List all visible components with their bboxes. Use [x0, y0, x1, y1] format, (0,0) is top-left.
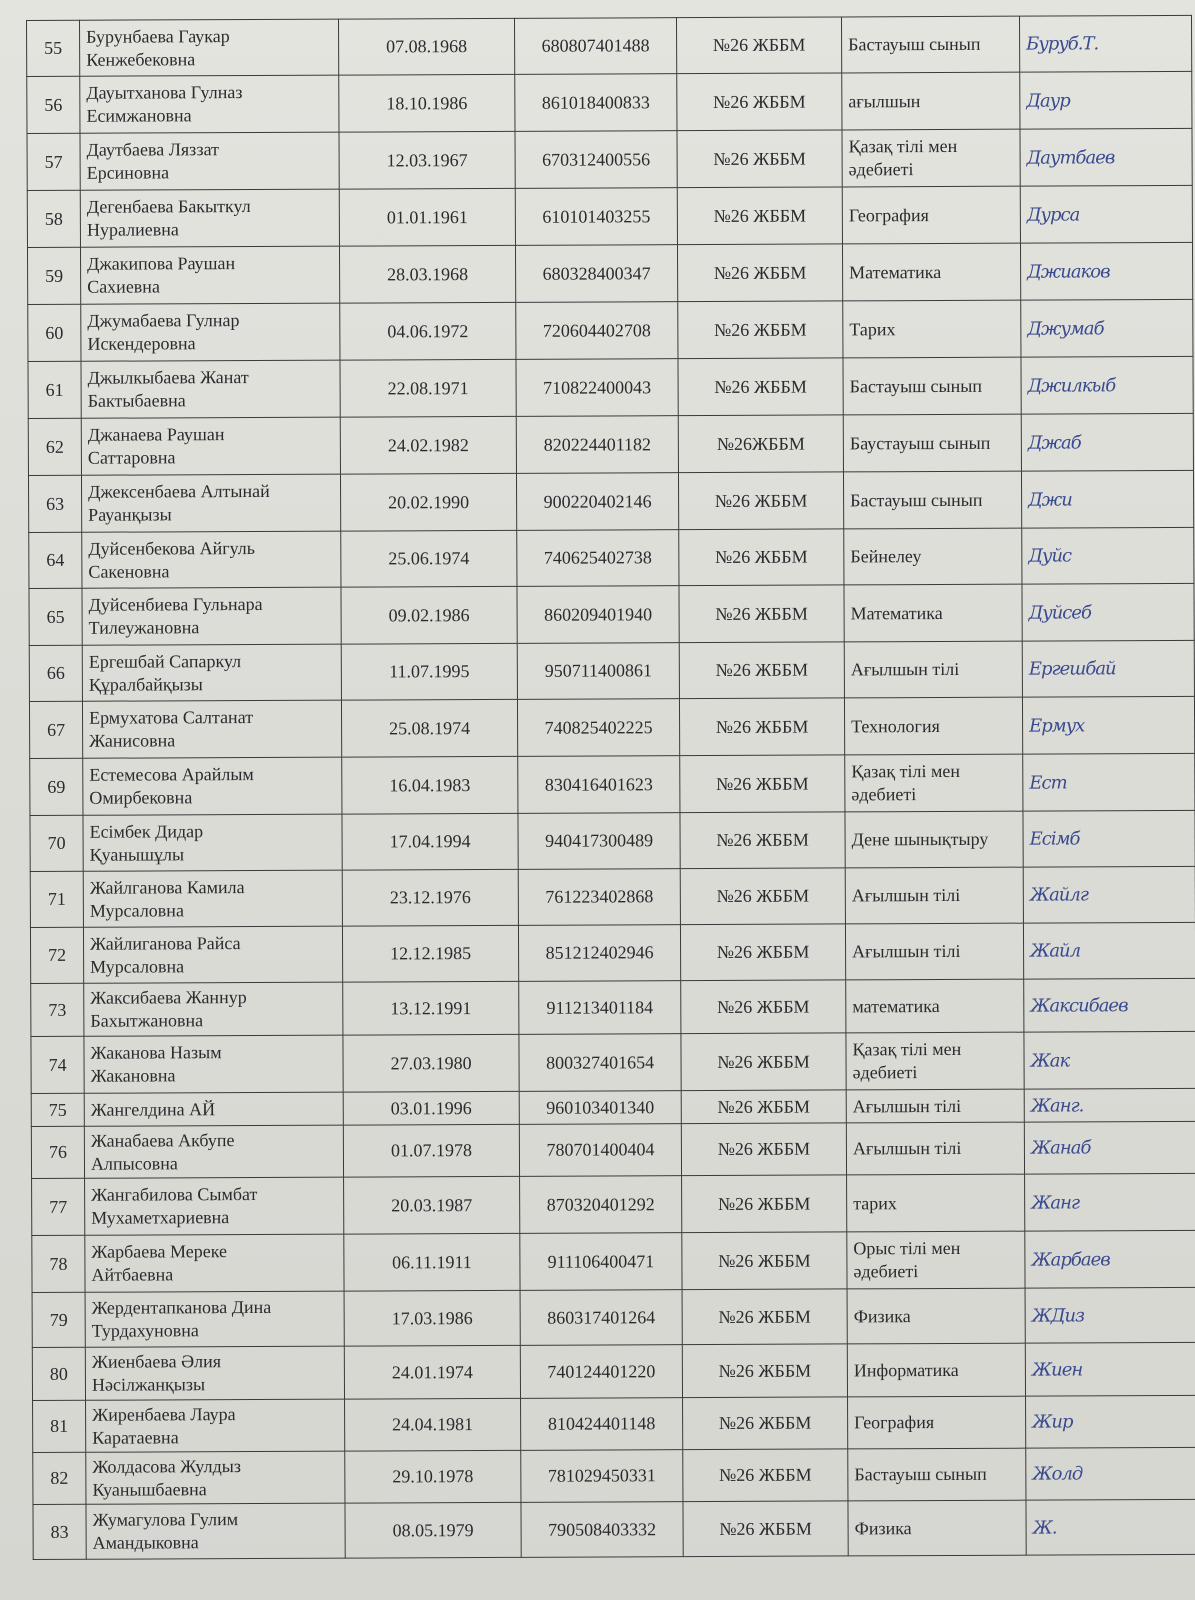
patronymic: Мурсаловна	[90, 955, 185, 977]
table-row	[32, 1287, 1195, 1347]
iin-number: 680807401488	[514, 18, 676, 75]
table-row	[27, 71, 1192, 133]
subject: Қазақ тілі мен әдебиеті	[846, 1032, 1024, 1090]
subject: Баустауыш сынып	[843, 414, 1021, 472]
subject: Математика	[842, 243, 1020, 301]
iin-number: 670312400556	[515, 131, 677, 189]
table-row	[30, 866, 1195, 927]
patronymic: Бахытжановна	[90, 1010, 204, 1031]
table-row	[33, 1499, 1195, 1559]
school-name: №26 ЖББМ	[677, 73, 842, 131]
handwritten-signature: Джаб	[1021, 413, 1193, 471]
full-name-cell	[85, 1346, 344, 1400]
patronymic: Рауанқызы	[88, 504, 172, 525]
birth-date: 25.08.1974	[341, 699, 517, 757]
school-name: №26 ЖББМ	[680, 812, 845, 869]
iin-number: 790508403332	[521, 1502, 683, 1558]
iin-number: 740825402225	[517, 699, 679, 757]
school-name: №26ЖББМ	[678, 415, 843, 473]
school-name: №26 ЖББМ	[681, 1090, 846, 1124]
surname-firstname: Жаканова Назым	[90, 1042, 222, 1063]
subject: Ағылшын тілі	[844, 641, 1022, 698]
row-number: 81	[33, 1400, 86, 1452]
surname-firstname: Жарбаева Мереке	[91, 1241, 228, 1262]
table-row	[29, 640, 1194, 701]
handwritten-signature: Жайлг	[1023, 866, 1195, 923]
handwritten-signature: Дуйс	[1022, 527, 1194, 584]
row-number: 62	[28, 418, 81, 475]
birth-date: 06.11.1911	[344, 1233, 520, 1291]
subject: Дене шынықтыру	[845, 811, 1023, 868]
row-number: 60	[28, 304, 81, 361]
full-name-cell	[82, 700, 341, 758]
subject: Бейнелеу	[844, 528, 1022, 585]
iin-number: 680328400347	[515, 245, 677, 303]
row-number: 70	[30, 815, 83, 871]
iin-number: 780701400404	[519, 1124, 681, 1177]
full-name-cell	[83, 757, 342, 815]
subject: Технология	[844, 697, 1022, 755]
full-name-cell	[81, 474, 340, 532]
school-name: №26 ЖББМ	[680, 755, 845, 813]
row-number: 79	[32, 1292, 85, 1347]
table-row	[32, 1342, 1195, 1400]
row-number: 69	[30, 758, 83, 815]
row-number: 59	[27, 247, 80, 304]
surname-firstname: Дегенбаева Бакыткул	[86, 196, 251, 217]
subject: Бастауыш сынып	[843, 471, 1021, 529]
surname-firstname: Жангабилова Сымбат	[91, 1184, 258, 1205]
surname-firstname: Бурунбаева Гаукар	[86, 25, 230, 47]
surname-firstname: Джылкыбаева Жанат	[87, 367, 249, 388]
subject: Бастауыш сынып	[841, 16, 1019, 73]
subject: Ағылшын тілі	[846, 1122, 1024, 1175]
subject: Ағылшын тілі	[846, 1089, 1024, 1123]
row-number: 71	[30, 871, 83, 927]
patronymic: Нәсілжанқызы	[91, 1374, 206, 1395]
full-name-cell	[83, 870, 342, 927]
iin-number: 830416401623	[518, 756, 680, 814]
subject: тарих	[847, 1174, 1025, 1232]
birth-date: 01.01.1961	[339, 188, 515, 246]
iin-number: 820224401182	[516, 416, 678, 474]
school-name: №26 ЖББМ	[678, 358, 843, 416]
iin-number: 960103401340	[519, 1091, 681, 1125]
iin-number: 911106400471	[520, 1233, 682, 1291]
row-number: 57	[27, 133, 80, 190]
birth-date: 23.12.1976	[342, 869, 518, 926]
handwritten-signature: Ж.	[1026, 1499, 1195, 1555]
full-name-cell	[80, 19, 339, 76]
surname-firstname: Ермухатова Салтанат	[89, 707, 254, 728]
patronymic: Амандыковна	[92, 1532, 199, 1553]
surname-firstname: Жиенбаева Әлия	[91, 1351, 222, 1372]
iin-number: 800327401654	[519, 1034, 681, 1092]
patronymic: Мурсаловна	[89, 899, 184, 921]
birth-date: 11.07.1995	[341, 643, 517, 700]
full-name-cell	[80, 75, 339, 133]
iin-number: 900220402146	[516, 473, 678, 531]
roster-body	[27, 15, 1195, 1559]
iin-number: 940417300489	[518, 813, 680, 870]
patronymic: Каратаевна	[92, 1426, 179, 1448]
patronymic: Омирбековна	[89, 787, 193, 808]
surname-firstname: Жаксибаева Жаннур	[90, 987, 247, 1008]
subject: Физика	[847, 1288, 1025, 1344]
surname-firstname: Жанабаева Акбупе	[90, 1129, 235, 1151]
handwritten-signature: Жак	[1024, 1031, 1195, 1089]
birth-date: 20.02.1990	[340, 473, 516, 531]
iin-number: 860209401940	[517, 586, 679, 644]
patronymic: Жанисовна	[89, 730, 176, 751]
birth-date: 28.03.1968	[339, 245, 515, 303]
birth-date: 24.01.1974	[344, 1345, 520, 1399]
birth-date: 22.08.1971	[340, 359, 516, 417]
subject: Бастауыш сынып	[843, 357, 1021, 415]
handwritten-signature: Джилкыб	[1021, 356, 1193, 414]
birth-date: 25.06.1974	[341, 530, 517, 587]
subject: Орыс тілі мен әдебиеті	[847, 1231, 1025, 1289]
table-row	[29, 696, 1194, 758]
school-name: №26 ЖББМ	[682, 1344, 847, 1398]
school-name: №26 ЖББМ	[679, 529, 844, 586]
table-row	[33, 1395, 1195, 1452]
handwritten-signature: Даур	[1020, 71, 1192, 129]
birth-date: 13.12.1991	[343, 981, 519, 1035]
table-row	[33, 1447, 1195, 1504]
patronymic: Сахиевна	[87, 276, 160, 297]
iin-number: 720604402708	[516, 302, 678, 360]
patronymic: Кенжебековна	[86, 48, 196, 70]
patronymic: Нуралиевна	[86, 219, 179, 240]
full-name-cell	[85, 1234, 344, 1292]
iin-number: 810424401148	[521, 1398, 683, 1451]
row-number: 76	[31, 1126, 84, 1178]
school-name: №26 ЖББМ	[679, 642, 844, 699]
handwritten-signature: Жир	[1026, 1395, 1195, 1448]
full-name-cell	[82, 531, 341, 588]
surname-firstname: Ергешбай Сапаркул	[88, 650, 242, 672]
row-number: 67	[29, 701, 82, 758]
birth-date: 18.10.1986	[339, 74, 515, 132]
full-name-cell	[81, 303, 340, 361]
patronymic: Турдахуновна	[91, 1320, 199, 1341]
surname-firstname: Джанаева Раушан	[87, 424, 225, 445]
subject: математика	[846, 979, 1024, 1033]
handwritten-signature: Буруб.Т.	[1019, 15, 1191, 72]
patronymic: Саттаровна	[87, 447, 176, 468]
school-name: №26 ЖББМ	[683, 1501, 848, 1557]
full-name-cell	[82, 587, 341, 645]
patronymic: Искендеровна	[87, 333, 196, 354]
full-name-cell	[84, 1125, 343, 1178]
row-number: 77	[32, 1178, 85, 1235]
school-name: №26 ЖББМ	[683, 1449, 848, 1502]
iin-number: 851212402946	[518, 925, 680, 982]
birth-date: 12.03.1967	[339, 131, 515, 189]
row-number: 66	[29, 645, 82, 701]
full-name-cell	[81, 417, 340, 475]
row-number: 83	[33, 1504, 86, 1559]
iin-number: 950711400861	[517, 643, 679, 700]
handwritten-signature: Жанг	[1025, 1173, 1195, 1231]
surname-firstname: Джакипова Раушан	[87, 253, 236, 274]
patronymic: Құралбайқызы	[88, 673, 203, 695]
surname-firstname: Жолдасова Жулдыз	[92, 1455, 242, 1477]
table-row	[30, 753, 1195, 815]
row-number: 72	[30, 927, 83, 983]
table-row	[29, 583, 1194, 645]
subject: География	[848, 1396, 1026, 1449]
birth-date: 09.02.1986	[341, 586, 517, 644]
school-name: №26 ЖББМ	[682, 1232, 847, 1290]
row-number: 63	[28, 475, 81, 532]
full-name-cell	[86, 1503, 345, 1559]
school-name: №26 ЖББМ	[677, 244, 842, 302]
full-name-cell	[85, 1291, 344, 1347]
handwritten-signature: Дурса	[1020, 185, 1192, 243]
school-name: №26 ЖББМ	[681, 1123, 846, 1176]
iin-number: 710822400043	[516, 359, 678, 417]
table-row	[29, 527, 1194, 588]
patronymic: Бактыбаевна	[87, 390, 186, 411]
birth-date: 17.03.1986	[344, 1290, 520, 1346]
row-number: 73	[31, 983, 84, 1036]
surname-firstname: Дауытханова Гулназ	[86, 82, 243, 103]
handwritten-signature: Жайл	[1023, 922, 1195, 979]
patronymic: Айтбаевна	[91, 1264, 174, 1285]
patronymic: Мухаметхариевна	[91, 1207, 230, 1228]
row-number: 74	[31, 1036, 84, 1093]
birth-date: 27.03.1980	[343, 1034, 519, 1092]
handwritten-signature: Даутбаев	[1020, 128, 1192, 186]
row-number: 56	[27, 76, 80, 133]
school-name: №26 ЖББМ	[678, 472, 843, 530]
staff-roster-table	[26, 15, 1195, 1560]
surname-firstname: Джексенбаева Алтынай	[88, 480, 270, 502]
surname-firstname: Жумагулова Гулим	[92, 1509, 239, 1530]
patronymic: Тилеужановна	[88, 617, 200, 638]
patronymic: Алпысовна	[90, 1152, 178, 1174]
surname-firstname: Дуйсенбиева Гульнара	[88, 593, 263, 615]
school-name: №26 ЖББМ	[677, 187, 842, 245]
row-number: 58	[27, 190, 80, 247]
school-name: №26 ЖББМ	[680, 924, 845, 981]
subject: Математика	[844, 584, 1022, 642]
patronymic: Сакеновна	[88, 560, 170, 582]
school-name: №26 ЖББМ	[680, 868, 845, 925]
school-name: №26 ЖББМ	[683, 1397, 848, 1450]
surname-firstname: Джумабаева Гулнар	[87, 310, 240, 331]
handwritten-signature: Ергешбай	[1022, 640, 1194, 697]
full-name-cell	[84, 1035, 343, 1093]
iin-number: 740625402738	[517, 530, 679, 587]
subject: Тарих	[843, 300, 1021, 358]
iin-number: 781029450331	[521, 1450, 683, 1503]
table-row	[30, 810, 1195, 871]
row-number: 75	[31, 1093, 84, 1126]
full-name-cell	[80, 246, 339, 304]
table-row	[27, 242, 1192, 304]
table-row	[31, 1088, 1195, 1126]
handwritten-signature: Джумаб	[1021, 299, 1193, 357]
full-name-cell	[81, 360, 340, 418]
subject: Ағылшын тілі	[845, 923, 1023, 980]
full-name-cell	[80, 132, 339, 190]
birth-date: 16.04.1983	[342, 756, 518, 814]
full-name-cell	[80, 189, 339, 247]
table-row	[28, 299, 1193, 361]
table-row	[27, 15, 1192, 76]
surname-firstname: Есімбек Дидар	[89, 820, 204, 842]
row-number: 80	[32, 1347, 85, 1400]
handwritten-signature: Жанаб	[1024, 1121, 1195, 1174]
full-name-cell	[85, 1177, 344, 1235]
full-name-cell	[84, 982, 343, 1036]
iin-number: 761223402868	[518, 869, 680, 926]
table-row	[27, 128, 1192, 190]
birth-date: 08.05.1979	[345, 1502, 521, 1558]
school-name: №26 ЖББМ	[682, 1289, 847, 1345]
table-row	[28, 356, 1193, 418]
table-row	[31, 978, 1195, 1036]
subject: Ағылшын тілі	[845, 867, 1023, 924]
handwritten-signature: Джиаков	[1020, 242, 1192, 300]
patronymic: Куанышбаевна	[92, 1478, 207, 1500]
patronymic: Ерсиновна	[86, 162, 170, 183]
birth-date: 07.08.1968	[338, 18, 514, 75]
iin-number: 861018400833	[515, 74, 677, 132]
school-name: №26 ЖББМ	[682, 1175, 847, 1233]
school-name: №26 ЖББМ	[681, 980, 846, 1034]
iin-number: 860317401264	[520, 1290, 682, 1346]
handwritten-signature: Жаксибаев	[1024, 978, 1195, 1032]
table-row	[27, 185, 1192, 247]
table-row	[32, 1230, 1195, 1292]
table-row	[30, 922, 1195, 983]
subject: Информатика	[847, 1343, 1025, 1397]
full-name-cell	[86, 1399, 345, 1452]
iin-number: 911213401184	[519, 981, 681, 1035]
table-row	[32, 1173, 1195, 1235]
handwritten-signature: ЖДиз	[1025, 1287, 1195, 1343]
handwritten-signature: Жарбаев	[1025, 1230, 1195, 1288]
row-number: 61	[28, 361, 81, 418]
full-name-cell	[82, 644, 341, 701]
handwritten-signature: Ест	[1023, 753, 1195, 811]
school-name: №26 ЖББМ	[679, 585, 844, 643]
surname-firstname: Естемесова Арайлым	[89, 764, 254, 785]
birth-date: 12.12.1985	[342, 925, 518, 982]
school-name: №26 ЖББМ	[678, 301, 843, 359]
iin-number: 870320401292	[520, 1176, 682, 1234]
table-row	[28, 470, 1193, 532]
subject: Қазақ тілі мен әдебиеті	[842, 129, 1020, 187]
table-row	[28, 413, 1193, 475]
surname-firstname: Жангелдина АЙ	[90, 1098, 216, 1120]
row-number: 78	[32, 1235, 85, 1292]
row-number: 65	[29, 588, 82, 645]
full-name-cell	[84, 1092, 343, 1126]
birth-date: 20.03.1987	[344, 1176, 520, 1234]
birth-date: 04.06.1972	[340, 302, 516, 360]
iin-number: 740124401220	[520, 1345, 682, 1399]
birth-date: 24.02.1982	[340, 416, 516, 474]
table-row	[31, 1121, 1195, 1178]
full-name-cell	[83, 926, 342, 983]
handwritten-signature: Дуйсеб	[1022, 583, 1194, 641]
surname-firstname: Дуйсенбекова Айгуль	[88, 537, 256, 559]
birth-date: 01.07.1978	[343, 1124, 519, 1177]
handwritten-signature: Ермух	[1022, 696, 1194, 754]
iin-number: 610101403255	[515, 188, 677, 246]
birth-date: 24.04.1981	[345, 1398, 521, 1451]
surname-firstname: Жайлганова Камила	[89, 876, 245, 898]
handwritten-signature: Джи	[1021, 470, 1193, 528]
handwritten-signature: Жиен	[1025, 1342, 1195, 1396]
birth-date: 17.04.1994	[342, 813, 518, 870]
full-name-cell	[86, 1451, 345, 1504]
handwritten-signature: Есімб	[1023, 810, 1195, 867]
row-number: 55	[27, 20, 80, 76]
patronymic: Жакановна	[90, 1065, 176, 1086]
school-name: №26 ЖББМ	[679, 698, 844, 756]
surname-firstname: Даутбаева Ляззат	[86, 139, 220, 160]
birth-date: 03.01.1996	[343, 1091, 519, 1125]
subject: ағылшын	[842, 72, 1020, 130]
handwritten-signature: Жанг.	[1024, 1088, 1195, 1122]
handwritten-signature: Жолд	[1026, 1447, 1195, 1500]
table-row	[31, 1031, 1195, 1093]
surname-firstname: Жердентапканова Дина	[91, 1296, 272, 1318]
surname-firstname: Жиренбаева Лаура	[92, 1403, 236, 1425]
patronymic: Есимжановна	[86, 105, 192, 126]
subject: Қазақ тілі мен әдебиеті	[845, 754, 1023, 812]
patronymic: Қуанышұлы	[89, 843, 185, 865]
school-name: №26 ЖББМ	[681, 1033, 846, 1091]
birth-date: 29.10.1978	[345, 1450, 521, 1503]
row-number: 82	[33, 1452, 86, 1504]
row-number: 64	[29, 532, 82, 588]
full-name-cell	[83, 814, 342, 871]
school-name: №26 ЖББМ	[676, 17, 841, 74]
subject: География	[842, 186, 1020, 244]
school-name: №26 ЖББМ	[677, 130, 842, 188]
subject: Физика	[848, 1500, 1026, 1556]
surname-firstname: Жайлиганова Райса	[89, 932, 241, 954]
subject: Бастауыш сынып	[848, 1448, 1026, 1501]
